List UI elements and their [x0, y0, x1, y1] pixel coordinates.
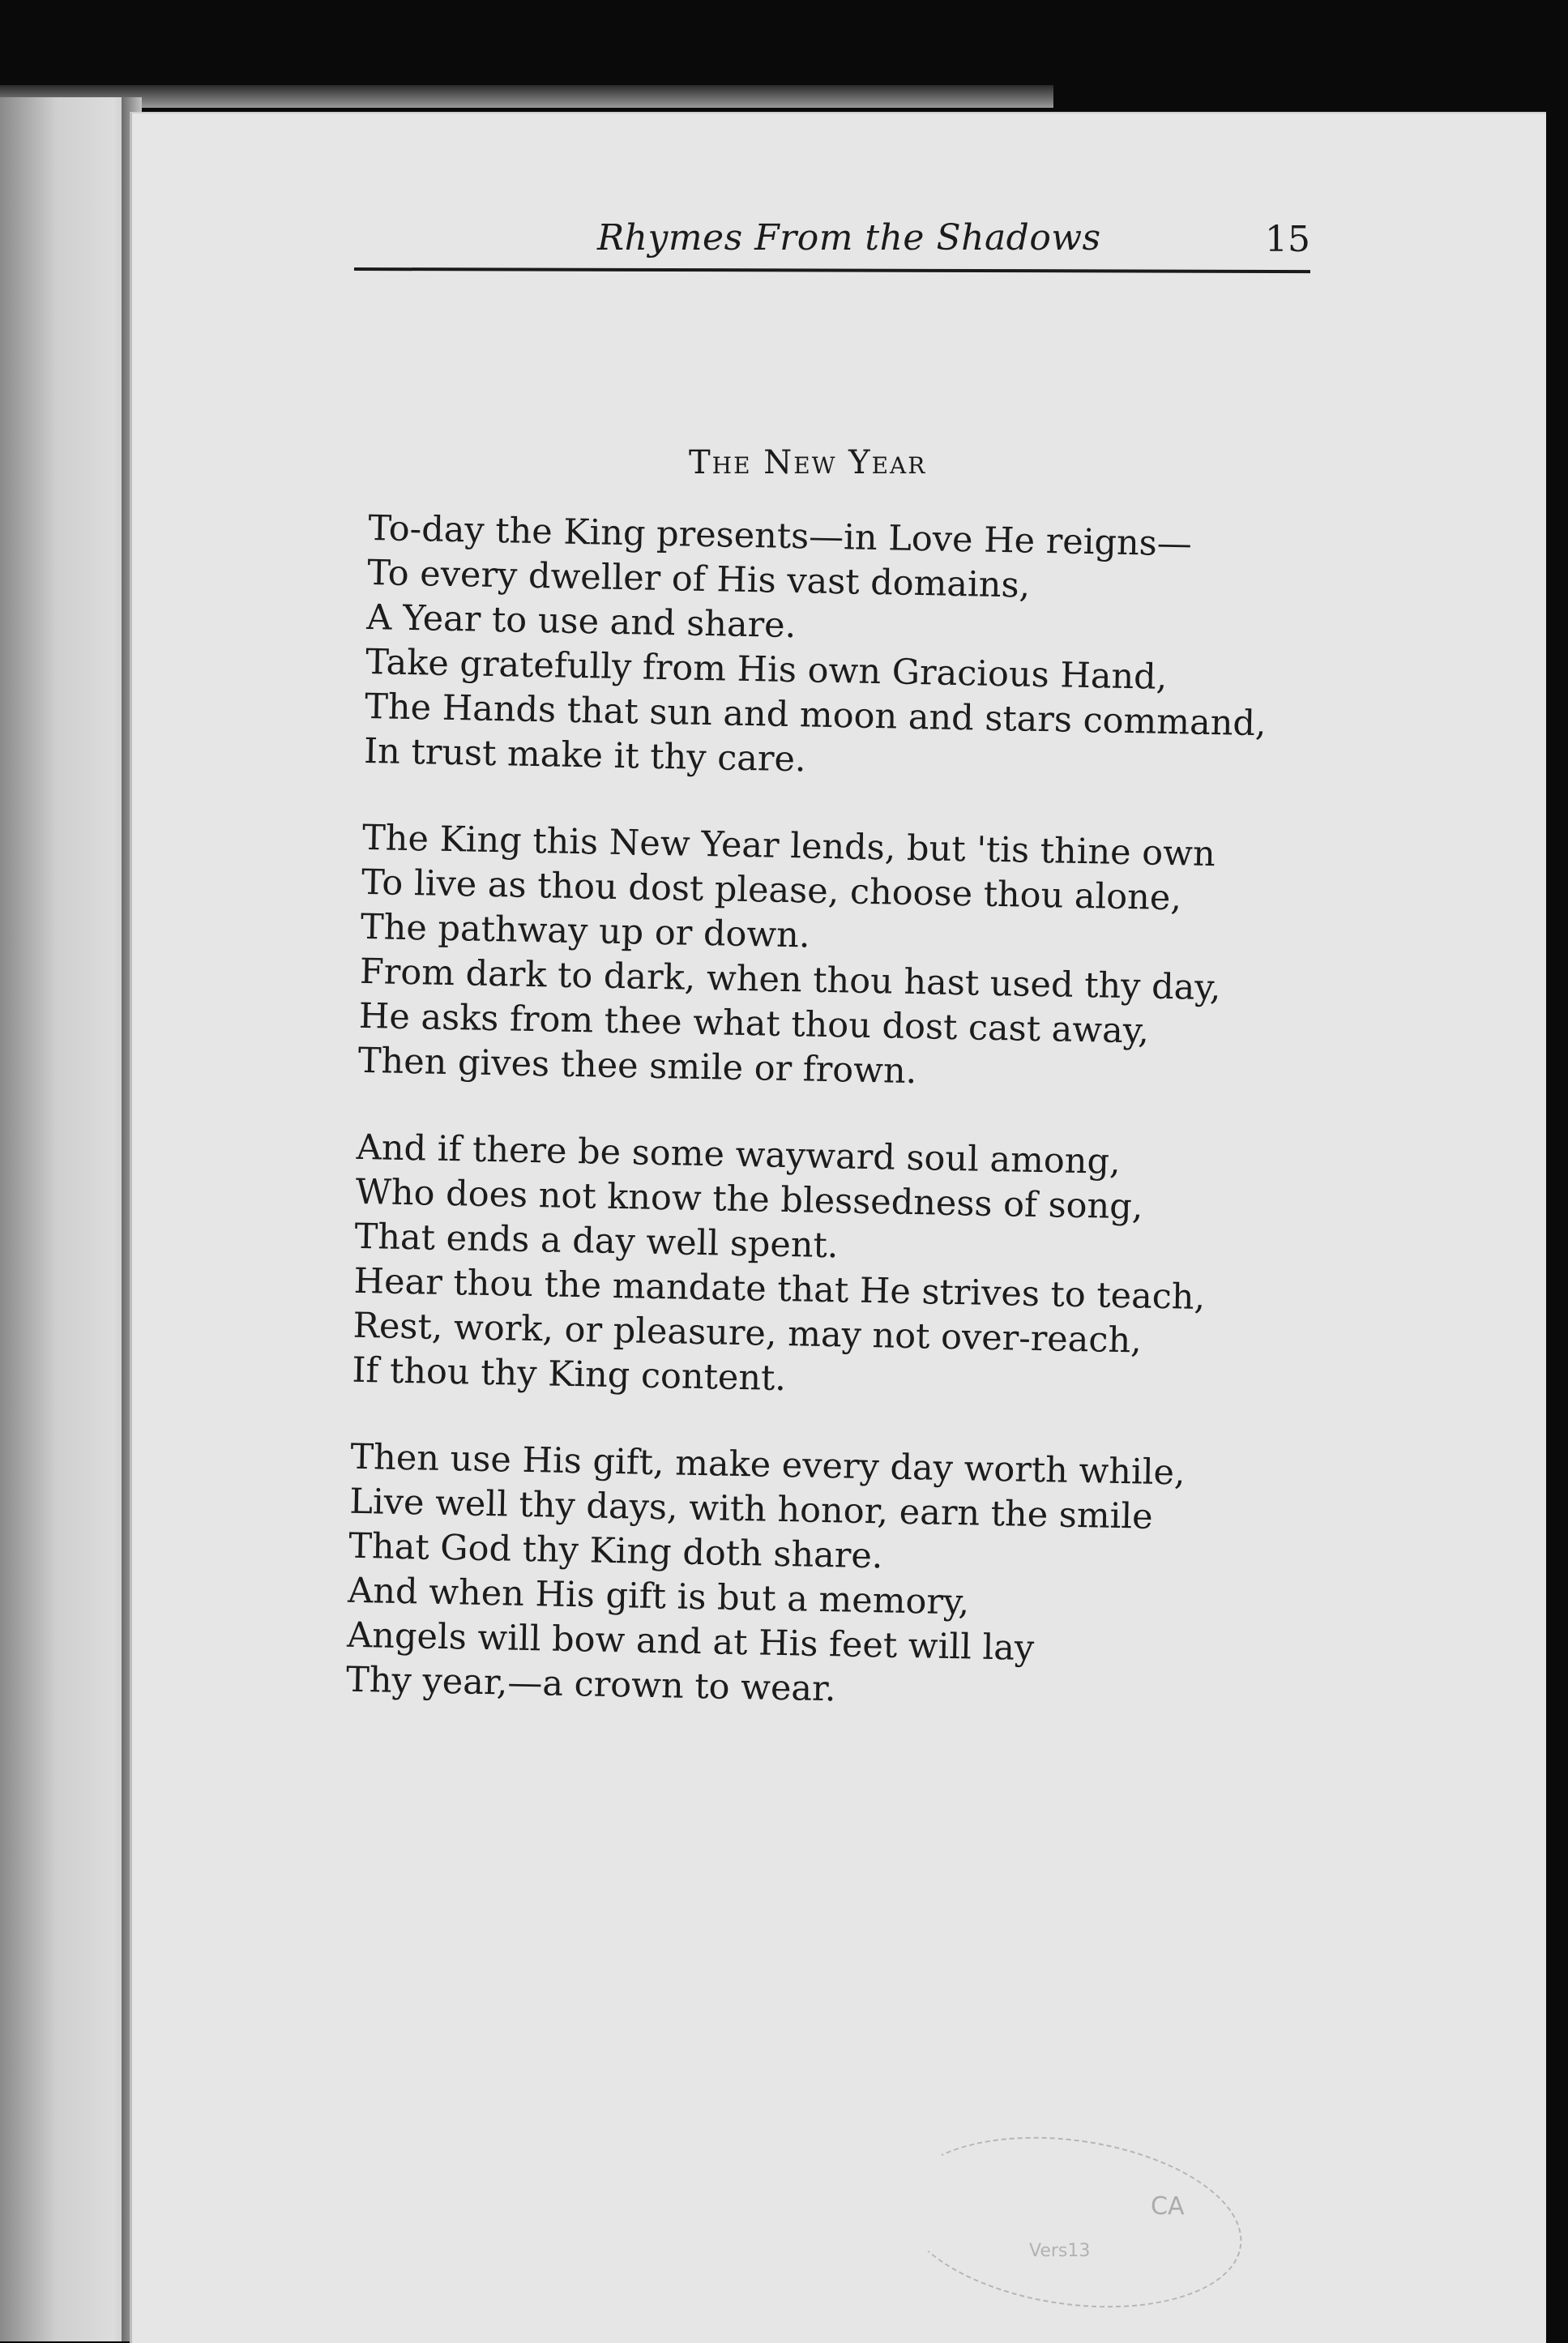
poem-line: Rest, work, or pleasure, may not over-reach, [352, 1305, 1143, 1362]
poem-title: The New Year [689, 444, 927, 481]
poem-line: He asks from thee what thou dost cast away, [358, 995, 1150, 1052]
poem-line: That ends a day well spent. [354, 1216, 839, 1267]
poem-line: A Year to use and share. [365, 596, 797, 647]
poem-line: To every dweller of His vast domains, [366, 552, 1031, 606]
poem-line: If thou thy King content. [352, 1349, 787, 1400]
poem-line: That God thy King doth share. [348, 1525, 883, 1577]
stamp-subtext: Vers13 [1029, 2241, 1091, 2261]
poem-line: To live as thou dost please, choose thou alone, [361, 862, 1182, 919]
poem-line: Then use His gift, make every day worth while, [350, 1436, 1186, 1494]
poem-line: Live well thy days, with honor, earn the smile [348, 1481, 1154, 1537]
poem-line: Take gratefully from His own Gracious Hand, [365, 641, 1168, 698]
poem-line: Who does not know the blessedness of song, [355, 1171, 1143, 1228]
poem-line: And when His gift is but a memory, [347, 1570, 970, 1623]
poem-body [345, 507, 1341, 1764]
poem-line: Thy year,—a crown to wear. [345, 1659, 837, 1710]
poem-line: The Hands that sun and moon and stars command, [364, 686, 1267, 745]
poem-line: Hear thou the mandate that He strives to teach, [353, 1260, 1206, 1318]
stamp-text: CA [1151, 2192, 1185, 2221]
poem-line: And if there be some wayward soul among, [356, 1127, 1122, 1182]
stanza [357, 816, 1335, 1102]
running-title: Rhymes From the Shadows [597, 217, 1101, 259]
poem-line: The pathway up or down. [360, 906, 811, 956]
poem-line: Then gives thee smile or frown. [357, 1040, 917, 1092]
poem-line: In trust make it thy care. [363, 730, 807, 780]
stanza [352, 1126, 1329, 1412]
stanza [364, 507, 1341, 793]
stanza [346, 1435, 1323, 1721]
page-number: 15 [1265, 219, 1310, 260]
poem-line: To-day the King presents—in Love He reigns— [368, 507, 1193, 565]
left-page-top-edge [0, 85, 1053, 108]
left-page-edge [0, 97, 142, 2341]
running-header [354, 217, 1310, 274]
poem-line: Angels will bow and at His feet will lay [346, 1614, 1035, 1670]
poem-line: The King this New Year lends, but 'tis thine own [361, 817, 1216, 875]
poem-line: From dark to dark, when thou hast used thy day, [359, 951, 1222, 1009]
